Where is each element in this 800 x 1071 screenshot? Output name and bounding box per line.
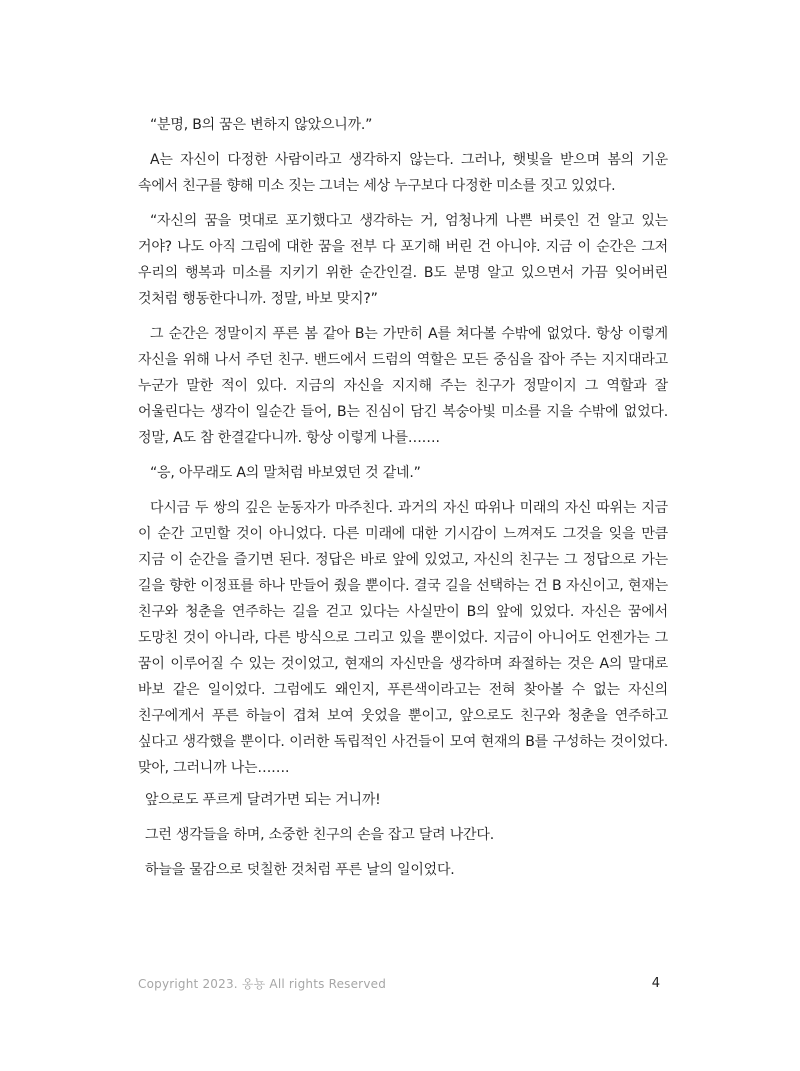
closing-lines: [145, 787, 665, 883]
copyright-notice: Copyright 2023. 옹뇽 All rights Reserved: [138, 977, 387, 991]
paragraph: 그 순간은 정말이지 푸른 봄 같아 B는 가만히 A를 쳐다볼 수밖에 없었다. 항상 이렇게 자신을 위해 나서 주던 친구. 밴드에서 드럼의 역할은 모든 중심을 잡아 주는 지지대라고 누군가 말한 적이 있다. 지금의 자신을 지지해 주는 친구가 정말이지 그 역할과 잘 어울린다는 생각이 일순간 들어, B는 진심이 담긴 복숭아빛 미소를 지을 수밖에 없었다. 정말, A도 참 한결같다니까. 항상 이렇게 나를…….: [138, 326, 668, 446]
page-footer: [138, 975, 668, 993]
closing-line: 그런 생각들을 하며, 소중한 친구의 손을 잡고 달려 나간다.: [145, 827, 494, 843]
paragraph: “자신의 꿈을 멋대로 포기했다고 생각하는 거, 엄청나게 나쁜 버릇인 건 알고 있는 거야? 나도 아직 그림에 대한 꿈을 전부 다 포기해 버린 건 아니야. 지금 이 순간은 그저 우리의 행복과 미소를 지키기 위한 순간인걸. B도 분명 알고 있으면서 가끔 잊어버린 것처럼 행동한다니까. 정말, 바보 맞지?”: [138, 213, 668, 307]
paragraph: 다시금 두 쌍의 깊은 눈동자가 마주친다. 과거의 자신 따위나 미래의 자신 따위는 지금 이 순간 고민할 것이 아니었다. 다른 미래에 대한 기시감이 느껴져도 그것을 잊을 만큼 지금 이 순간을 즐기면 된다. 정답은 바로 앞에 있었고, 자신의 친구는 그 정답으로 가는 길을 향한 이정표를 하나 만들어 줬을 뿐이다. 결국 길을 선택하는 건 B 자신이고, 현재는 친구와 청춘을 연주하는 길을 걷고 있다는 사실만이 B의 앞에 있었다. 자신은 꿈에서 도망친 것이 아니라, 다른 방식으로 그리고 있을 뿐이었다. 지금이 아니어도 언젠가는 그 꿈이 이루어질 수 있는 것이었고, 현재의 자신만을 생각하며 좌절하는 것은 A의 말대로 바보 같은 일이었다. 그럼에도 왜인지, 푸른색이라고는 전혀 찾아볼 수 없는 자신의 친구에게서 푸른 하늘이 겹쳐 보여 웃었을 뿐이고, 앞으로도 친구와 청춘을 연주하고 싶다고 생각했을 뿐이다. 이러한 독립적인 사건들이 모여 현재의 B를 구성하는 것이었다. 맞아, 그러니까 나는…….: [138, 500, 668, 776]
closing-line: 하늘을 물감으로 덧칠한 것처럼 푸른 날의 일이었다.: [145, 862, 455, 878]
story-body: [138, 112, 668, 781]
page-number: 4: [651, 976, 660, 991]
paragraph: “응, 아무래도 A의 말처럼 바보였던 것 같네.”: [150, 465, 421, 481]
closing-line: 앞으로도 푸르게 달려가면 되는 거니까!: [145, 792, 381, 808]
paragraph: “분명, B의 꿈은 변하지 않았으니까.”: [150, 117, 373, 133]
paragraph: A는 자신이 다정한 사람이라고 생각하지 않는다. 그러나, 햇빛을 받으며 봄의 기운 속에서 친구를 향해 미소 짓는 그녀는 세상 누구보다 다정한 미소를 짓고 있었다.: [138, 152, 668, 194]
